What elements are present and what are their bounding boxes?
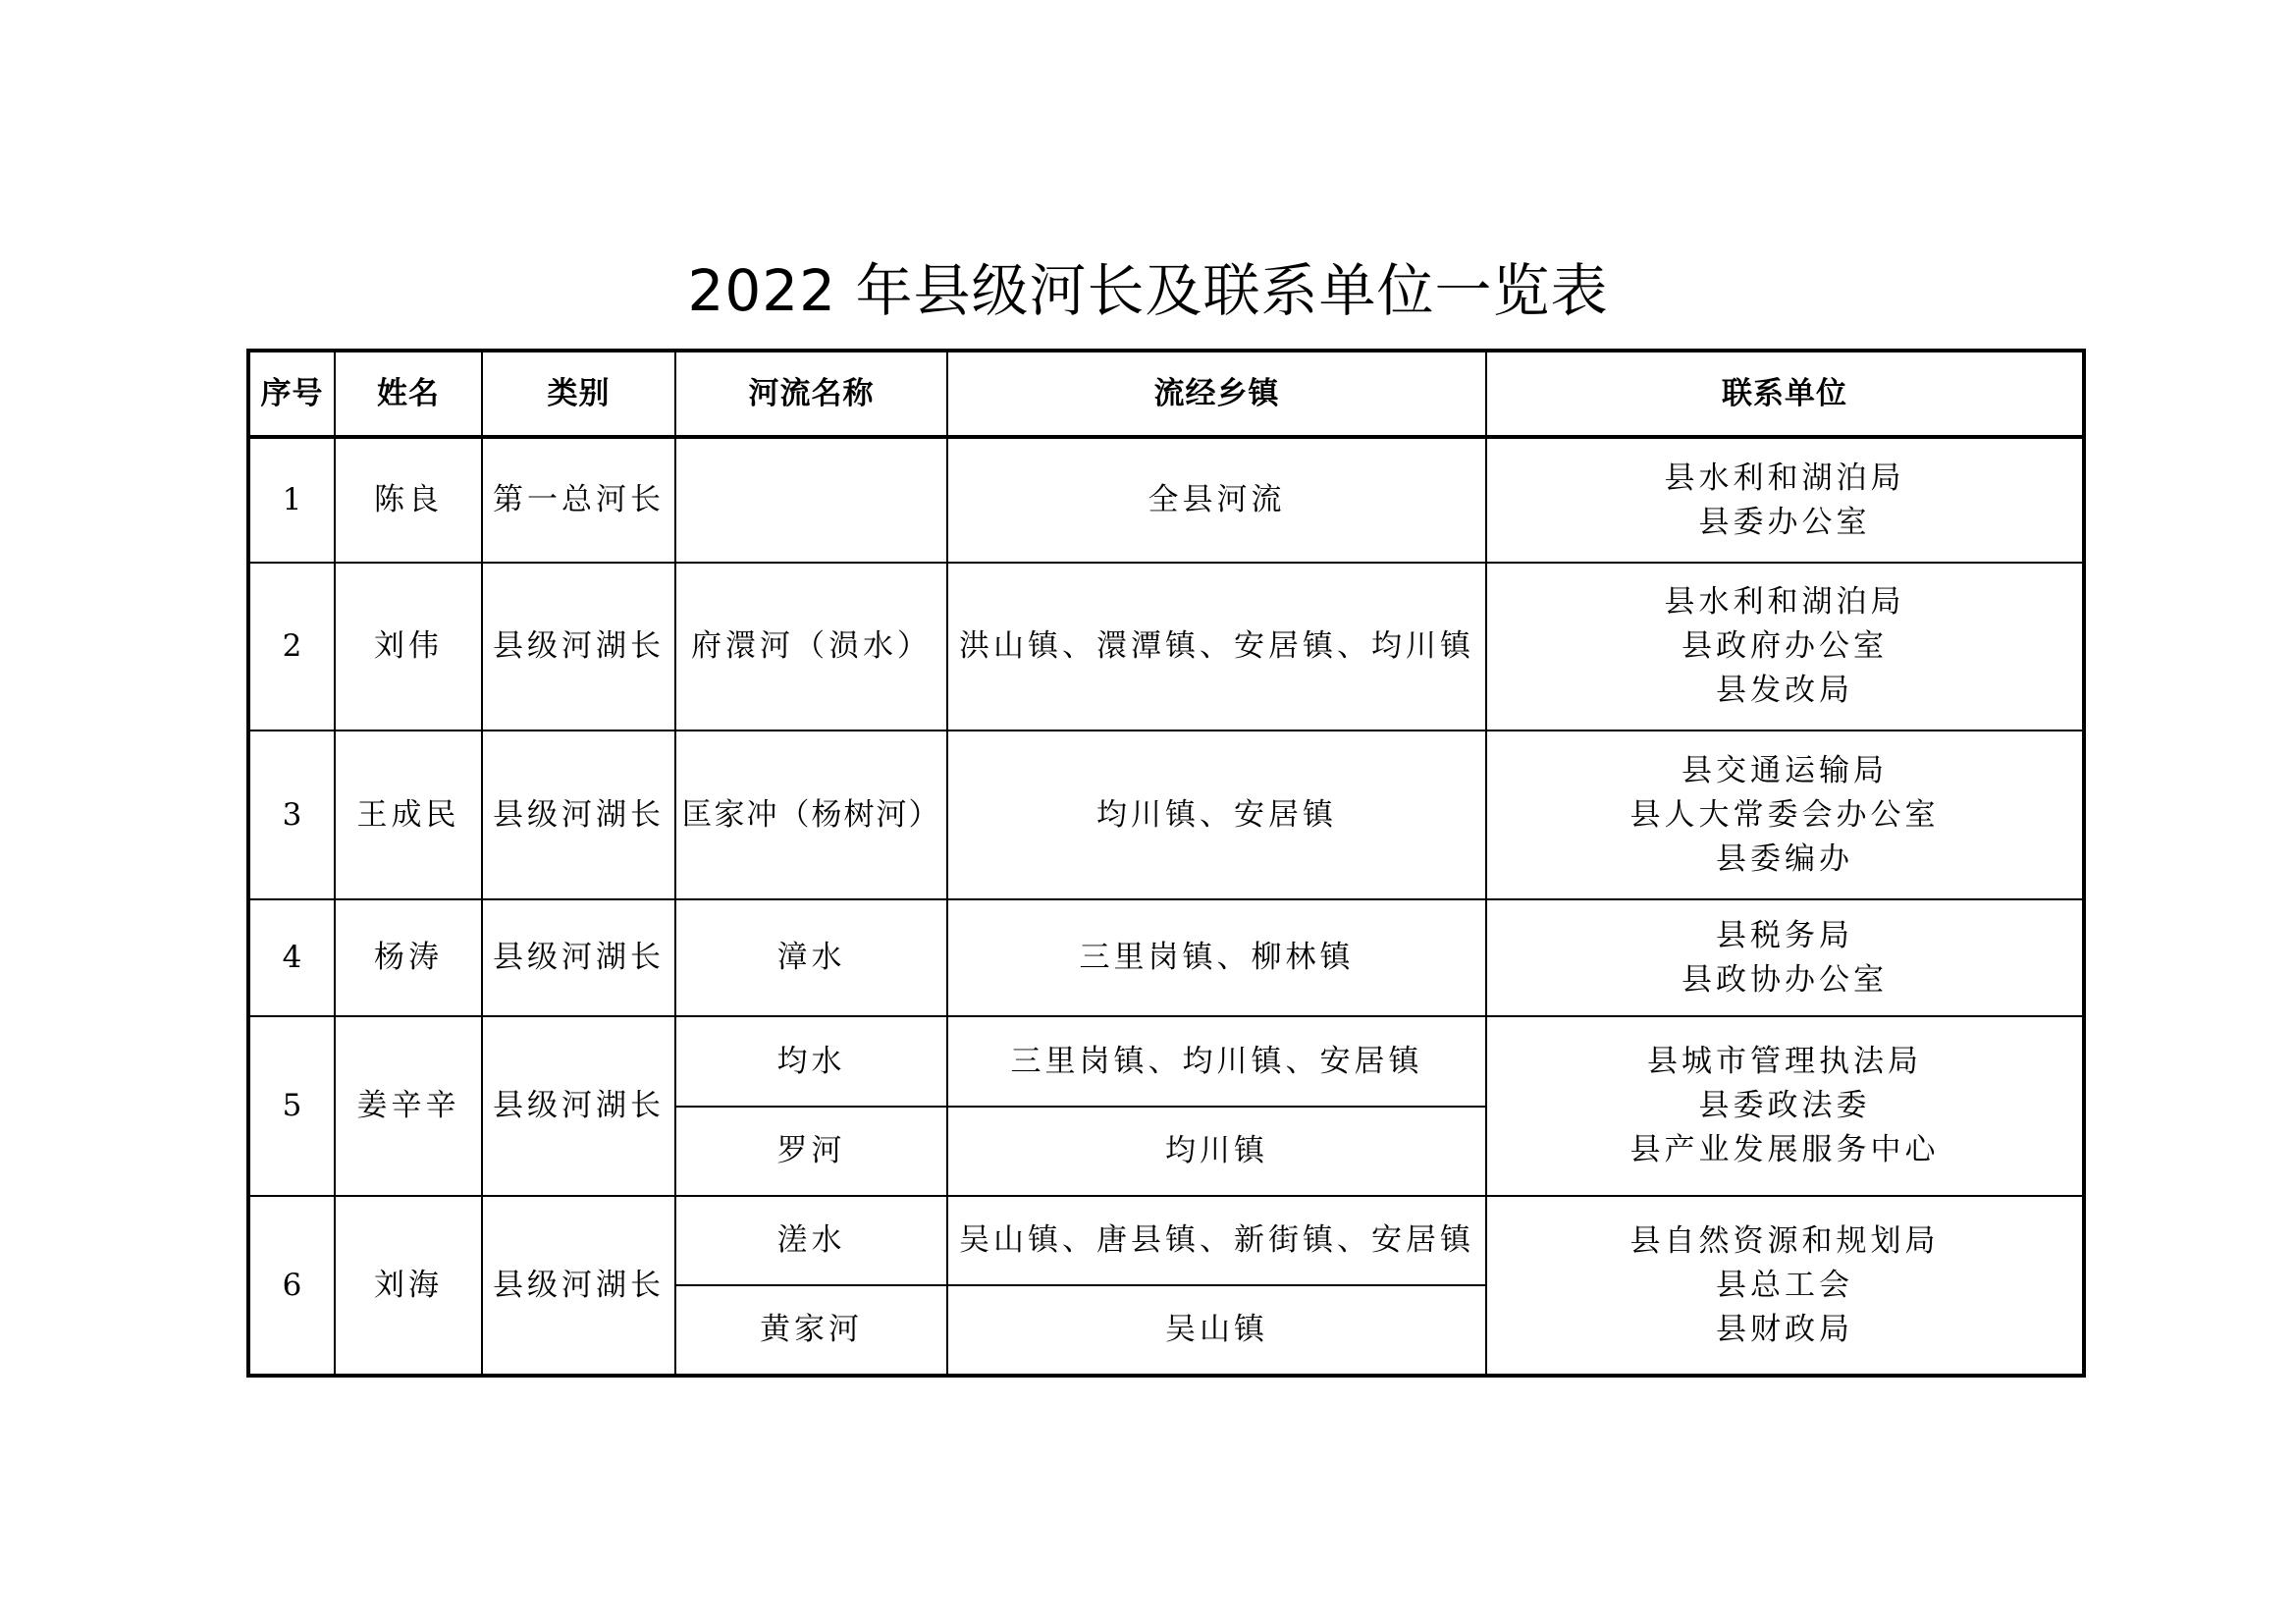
header-units: 联系单位: [1486, 351, 2084, 437]
row-name: 王成民: [335, 731, 482, 899]
row-towns: 全县河流: [947, 437, 1486, 563]
row-category: 县级河湖长: [482, 899, 675, 1016]
row-towns: 三里岗镇、均川镇、安居镇: [947, 1016, 1486, 1107]
row-river: 府澴河（涢水）: [675, 563, 947, 731]
unit-line: 县政协办公室: [1682, 961, 1888, 998]
row-name: 陈良: [335, 437, 482, 563]
table-row: [248, 437, 2084, 563]
unit-line: 县人大常委会办公室: [1629, 796, 1940, 833]
unit-line: 县政府办公室: [1682, 628, 1888, 664]
row-river: 黄家河: [675, 1285, 947, 1376]
row-units: [1486, 563, 2084, 731]
unit-line: 县自然资源和规划局: [1629, 1222, 1940, 1259]
table-row: [248, 1196, 2084, 1285]
unit-line: 县总工会: [1716, 1267, 1853, 1303]
header-category: 类别: [482, 351, 675, 437]
unit-line: 县财政局: [1716, 1311, 1853, 1347]
row-name: 刘伟: [335, 563, 482, 731]
unit-line: 县交通运输局: [1682, 752, 1888, 788]
table-row: [248, 1016, 2084, 1107]
unit-line: 县税务局: [1716, 917, 1853, 953]
row-units: [1486, 899, 2084, 1016]
page-title: 2022 年县级河长及联系单位一览表: [687, 257, 1609, 324]
row-index: 3: [248, 731, 335, 899]
row-river: 溠水: [675, 1196, 947, 1285]
row-index: 1: [248, 437, 335, 563]
row-index: 4: [248, 899, 335, 1016]
row-river: [675, 437, 947, 563]
row-name: 刘海: [335, 1196, 482, 1376]
row-units: [1486, 1196, 2084, 1376]
table-row: [248, 563, 2084, 731]
row-river: 漳水: [675, 899, 947, 1016]
row-category: 县级河湖长: [482, 1016, 675, 1196]
unit-line: 县委编办: [1716, 840, 1853, 877]
table-row: [248, 731, 2084, 899]
row-index: 2: [248, 563, 335, 731]
row-name: 姜辛辛: [335, 1016, 482, 1196]
row-units: [1486, 1016, 2084, 1196]
row-category: 第一总河长: [482, 437, 675, 563]
row-towns: 吴山镇、唐县镇、新街镇、安居镇: [947, 1196, 1486, 1285]
unit-line: 县发改局: [1716, 673, 1853, 708]
row-towns: 均川镇: [947, 1107, 1486, 1196]
table-header-row: [248, 351, 2084, 437]
row-category: 县级河湖长: [482, 731, 675, 899]
header-index: 序号: [248, 351, 335, 437]
row-river: 均水: [675, 1016, 947, 1107]
header-river: 河流名称: [675, 351, 947, 437]
row-river: 匡家冲（杨树河）: [675, 731, 947, 899]
row-towns: 均川镇、安居镇: [947, 731, 1486, 899]
header-name: 姓名: [335, 351, 482, 437]
row-towns: 三里岗镇、柳林镇: [947, 899, 1486, 1016]
unit-line: 县城市管理执法局: [1647, 1044, 1922, 1079]
table-row: [248, 899, 2084, 1016]
row-towns: 吴山镇: [947, 1285, 1486, 1376]
unit-line: 县委办公室: [1698, 504, 1871, 540]
row-name: 杨涛: [335, 899, 482, 1016]
unit-line: 县水利和湖泊局: [1664, 460, 1905, 496]
unit-line: 县委政法委: [1698, 1088, 1871, 1123]
row-category: 县级河湖长: [482, 1196, 675, 1376]
unit-line: 县产业发展服务中心: [1629, 1132, 1940, 1167]
row-units: [1486, 731, 2084, 899]
row-river: 罗河: [675, 1107, 947, 1196]
row-towns: 洪山镇、澴潭镇、安居镇、均川镇: [947, 563, 1486, 731]
row-index: 5: [248, 1016, 335, 1196]
header-towns: 流经乡镇: [947, 351, 1486, 437]
row-category: 县级河湖长: [482, 563, 675, 731]
unit-line: 县水利和湖泊局: [1664, 584, 1905, 620]
river-chief-table: [246, 349, 2086, 1378]
row-index: 6: [248, 1196, 335, 1376]
row-units: [1486, 437, 2084, 563]
